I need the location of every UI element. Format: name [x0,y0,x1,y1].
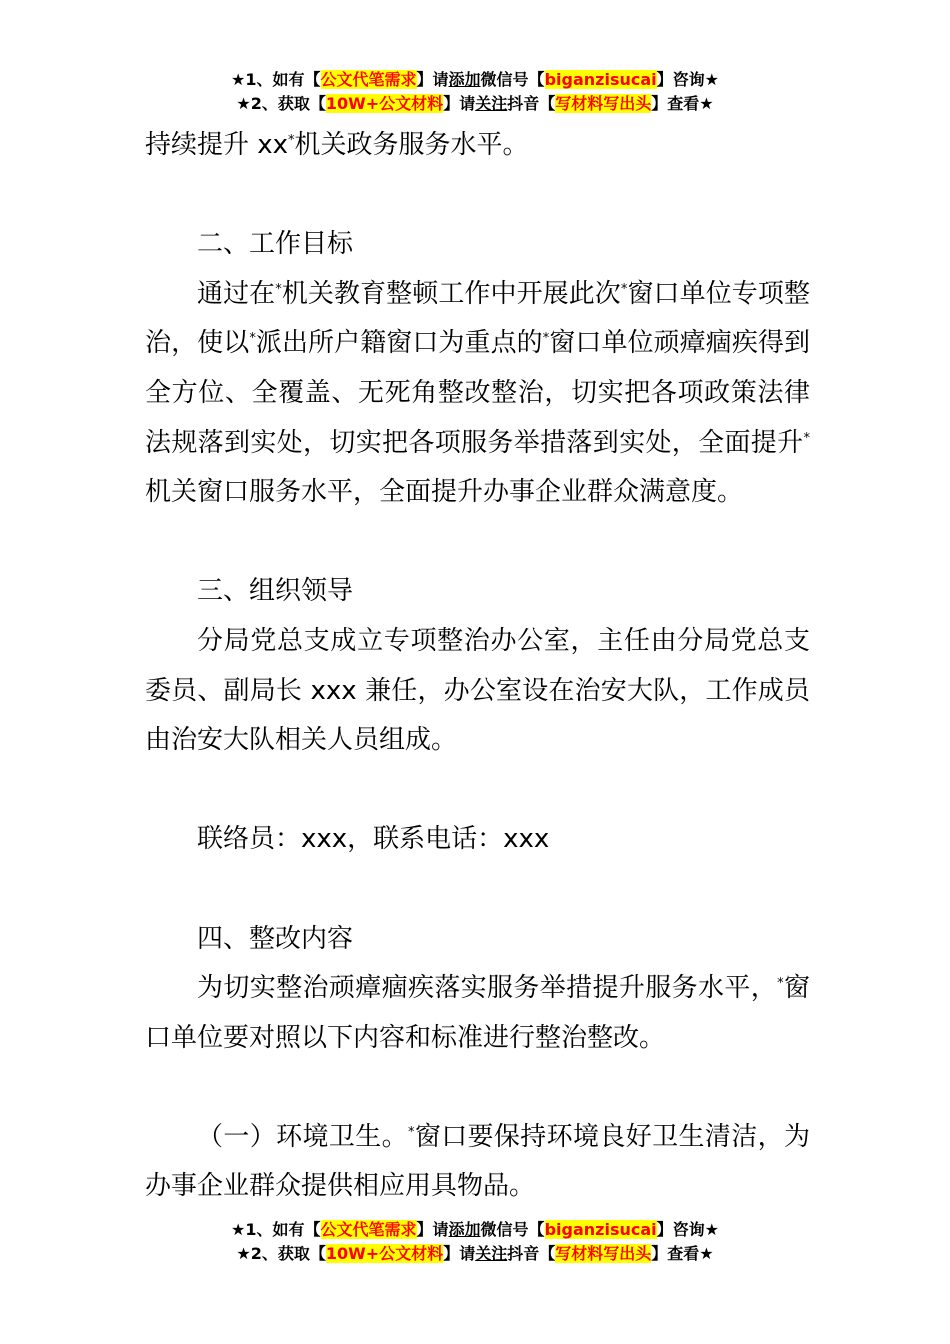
banner-highlight: 写材料写出头 [555,94,652,113]
banner-highlight: 写材料写出头 [555,1244,652,1263]
paragraph: （一）环境卫生。*窗口要保持环境良好卫生清洁，为办事企业群众提供相应用具物品。 [145,1121,810,1202]
banner-highlight: 公文代笔需求 [320,1220,417,1239]
section-heading: 二、工作目标 [197,229,354,260]
banner-highlight: 10W+公文材料 [325,94,444,113]
banner-line-2: ★2、获取【10W+公文材料】请关注抖音【写材料写出头】查看★ [236,1244,714,1263]
banner-line-1: ★1、如有【公文代笔需求】请添加微信号【biganzisucai】咨询★ [231,1220,719,1239]
section-heading: 四、整改内容 [197,923,354,954]
paragraph: 通过在*机关教育整顿工作中开展此次*窗口单位专项整治，使以*派出所户籍窗口为重点的*窗口单位顽瘴痼疾得到全方位、全覆盖、无死角整改整治，切实把各项政策法律法规落到实处，切实把各项服务举措落到实处，全面提升*机关窗口服务水平，全面提升办事企业群众满意度。 [145,278,810,508]
banner-line-2: ★2、获取【10W+公文材料】请关注抖音【写材料写出头】查看★ [236,94,714,113]
paragraph: 为切实整治顽瘴痼疾落实服务举措提升服务水平，*窗口单位要对照以下内容和标准进行整治整改。 [145,973,810,1053]
section-heading: 三、组织领导 [197,576,354,607]
paragraph: 分局党总支成立专项整治办公室，主任由分局党总支委员、副局长 xxx 兼任，办公室设在治安大队，工作成员由治安大队相关人员组成。 [145,625,810,756]
footer-banner [0,1218,950,1266]
banner-highlight: 10W+公文材料 [325,1244,444,1263]
banner-line-1: ★1、如有【公文代笔需求】请添加微信号【biganzisucai】咨询★ [231,70,719,89]
paragraph: 联络员：xxx，联系电话：xxx [197,824,550,855]
banner-highlight: 公文代笔需求 [320,70,417,89]
banner-highlight: biganzisucai [544,70,657,89]
banner-highlight: biganzisucai [544,1220,657,1239]
document-body [145,121,810,1212]
paragraph: 持续提升 xx*机关政务服务水平。 [145,130,529,160]
header-banner [0,68,950,116]
